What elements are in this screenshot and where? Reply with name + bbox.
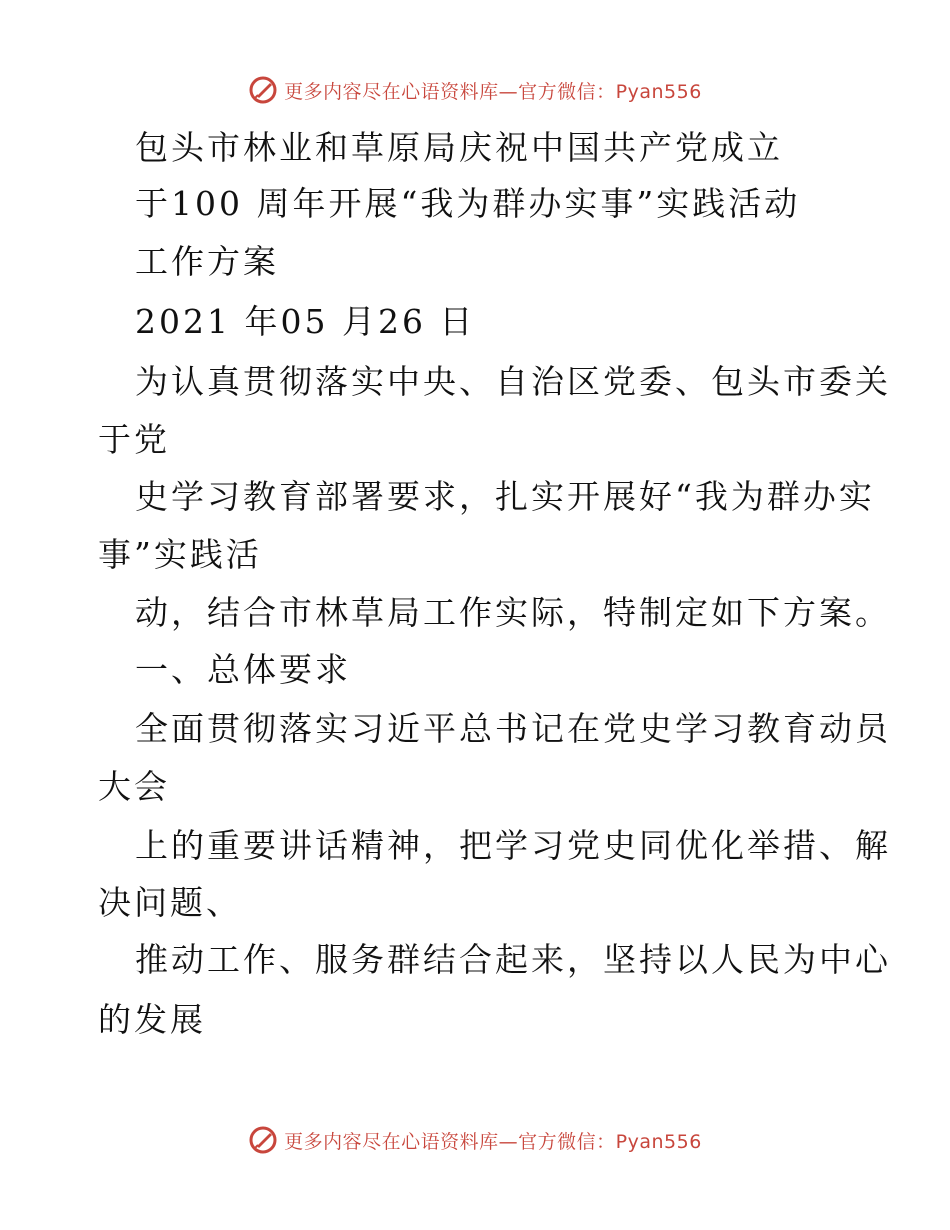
paragraph-line: 的发展	[98, 1000, 206, 1039]
paragraph-line: 大会	[98, 767, 170, 806]
watermark-header	[0, 70, 950, 110]
paragraph-line: 全面贯彻落实习近平总书记在党史学习教育动员	[135, 709, 891, 748]
quill-logo-icon	[248, 1125, 278, 1155]
title-line-2: 于100 周年开展“我为群办实事”实践活动	[135, 184, 801, 223]
title-line-3: 工作方案	[135, 242, 279, 281]
quill-logo-icon	[248, 75, 278, 105]
paragraph-line: 动，结合市林草局工作实际，特制定如下方案。	[135, 593, 891, 632]
watermark-text: 更多内容尽在心语资料库—官方微信：Pyan556	[284, 80, 702, 103]
section-heading: 一、总体要求	[135, 650, 351, 689]
watermark-footer	[0, 1120, 950, 1160]
watermark-text: 更多内容尽在心语资料库—官方微信：Pyan556	[284, 1130, 702, 1153]
date-line: 2021 年05 月26 日	[135, 302, 476, 341]
paragraph-line: 决问题、	[98, 883, 242, 922]
paragraph-line: 史学习教育部署要求，扎实开展好“我为群办实	[135, 477, 875, 516]
paragraph-line: 为认真贯彻落实中央、自治区党委、包头市委关	[135, 362, 891, 401]
paragraph-line: 上的重要讲话精神，把学习党史同优化举措、解	[135, 826, 891, 865]
title-line-1: 包头市林业和草原局庆祝中国共产党成立	[135, 128, 783, 167]
paragraph-line: 推动工作、服务群结合起来，坚持以人民为中心	[135, 940, 891, 979]
paragraph-line: 事”实践活	[98, 535, 262, 574]
paragraph-line: 于党	[98, 420, 170, 459]
